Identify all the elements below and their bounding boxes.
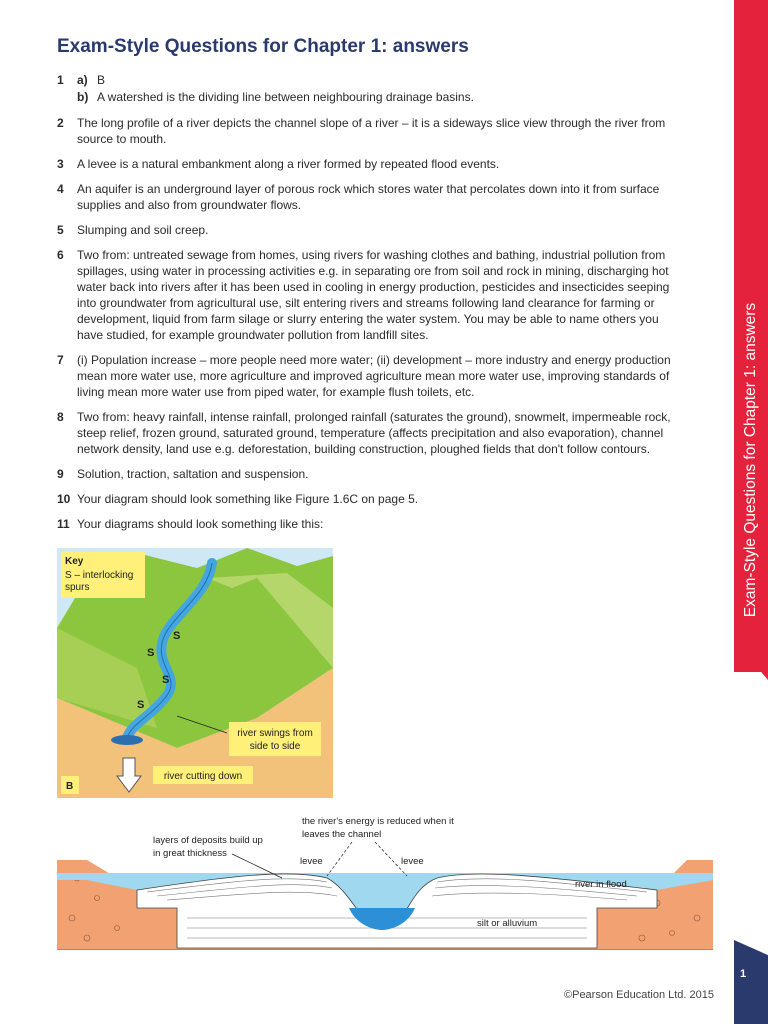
key-line: spurs	[65, 582, 90, 593]
deposits-label: in great thickness	[153, 848, 227, 859]
part-label: b)	[77, 90, 89, 104]
answer-text: Slumping and soil creep.	[77, 223, 209, 237]
answer-text: Solution, traction, saltation and suspension.	[77, 467, 309, 481]
deposits-label: layers of deposits build up	[153, 835, 263, 846]
silt-label: silt or alluvium	[477, 918, 538, 929]
question-number: 9	[57, 467, 64, 481]
levee-label-right: levee	[401, 856, 424, 867]
question-7	[57, 352, 687, 400]
energy-label: leaves the channel	[302, 829, 382, 840]
footer-copyright: ©Pearson Education Ltd. 2015	[564, 989, 714, 1001]
cutting-label: river cutting down	[163, 771, 243, 782]
question-1	[57, 72, 687, 106]
answer-text: Your diagram should look something like Figure 1.6C on page 5.	[77, 492, 419, 506]
key-line: S – interlocking	[65, 570, 134, 581]
question-1a	[77, 72, 687, 88]
question-number: 4	[57, 182, 64, 196]
question-number: 2	[57, 116, 64, 130]
valley-diagram	[57, 548, 333, 798]
question-5	[57, 222, 687, 238]
spur-marker: S	[147, 647, 155, 659]
question-number: 8	[57, 410, 64, 424]
floodplain-diagram	[57, 808, 713, 950]
spur-marker: S	[162, 674, 170, 686]
levee-label-left: levee	[300, 856, 323, 867]
question-number: 6	[57, 248, 64, 262]
answer-text: B	[97, 73, 106, 87]
key-title: Key	[65, 556, 84, 567]
diagram-letter: B	[66, 781, 74, 792]
question-2	[57, 115, 687, 147]
swing-label: river swings from	[237, 728, 313, 739]
answer-text: A levee is a natural embankment along a river formed by repeated flood events.	[77, 157, 500, 171]
page-number: 1	[740, 968, 747, 980]
question-6	[57, 247, 687, 343]
energy-pointer-left	[327, 842, 352, 876]
page-title: Exam-Style Questions for Chapter 1: answers	[57, 36, 469, 57]
question-10	[57, 491, 687, 507]
answer-text: Two from: untreated sewage from homes, using rivers for washing clothes and bathing, industrial pollution from spillages, using water in processing activities e.g. in separating ore from soil and rock in mining, discharging hot water back into rivers after it has been used in cooling in energy production, pesticides and insecticides seeping into groundwater from agricultural use, silt entering rivers and streams following land clearance for farming or development, liquid from farm silage or slurry entering the water system. You may be able to name others you have studied, for example groundwater pollution from landfill sites.	[77, 248, 670, 342]
question-9	[57, 466, 687, 482]
spur-marker: S	[173, 630, 181, 642]
answer-text: Two from: heavy rainfall, intense rainfall, prolonged rainfall (saturates the ground), snowmelt, impermeable rock, steep relief, frozen ground, saturated ground, temperature (affects precipitation and also evaporation), channel network density, land use e.g. deforestation, building construction, ploughed fields that don't follow contours.	[77, 410, 671, 456]
part-label: a)	[77, 73, 88, 87]
page-badge	[734, 940, 768, 1024]
river-mouth	[111, 735, 143, 745]
question-11	[57, 516, 687, 532]
question-number: 3	[57, 157, 64, 171]
question-4	[57, 181, 687, 213]
answer-text: (i) Population increase – more people need more water; (ii) development – more industry and energy production mean more water use, more agriculture and improved agriculture mean more water use, improving standards of living mean more water use from piped water, for example flush toilets, etc.	[77, 353, 671, 399]
swing-label: side to side	[249, 741, 301, 752]
answers-list	[57, 72, 687, 541]
side-tab-label: Exam-Style Questions for Chapter 1: answers	[742, 302, 759, 618]
flood-label: river in flood	[575, 879, 627, 890]
question-number: 5	[57, 223, 64, 237]
energy-label: the river's energy is reduced when it	[302, 816, 454, 827]
question-number: 11	[57, 517, 70, 531]
question-3	[57, 156, 687, 172]
question-8	[57, 409, 687, 457]
question-number: 1	[57, 73, 64, 87]
answer-text: Your diagrams should look something like this:	[77, 517, 324, 531]
spur-marker: S	[137, 699, 145, 711]
answer-text: The long profile of a river depicts the channel slope of a river – it is a sideways slice view through the river from source to mouth.	[77, 116, 666, 146]
answer-text: A watershed is the dividing line between neighbouring drainage basins.	[97, 90, 474, 104]
answer-text: An aquifer is an underground layer of porous rock which stores water that percolates down into it from surface supplies and also from groundwater flows.	[77, 182, 660, 212]
question-1b	[77, 89, 687, 105]
question-number: 10	[57, 492, 71, 506]
question-number: 7	[57, 353, 64, 367]
